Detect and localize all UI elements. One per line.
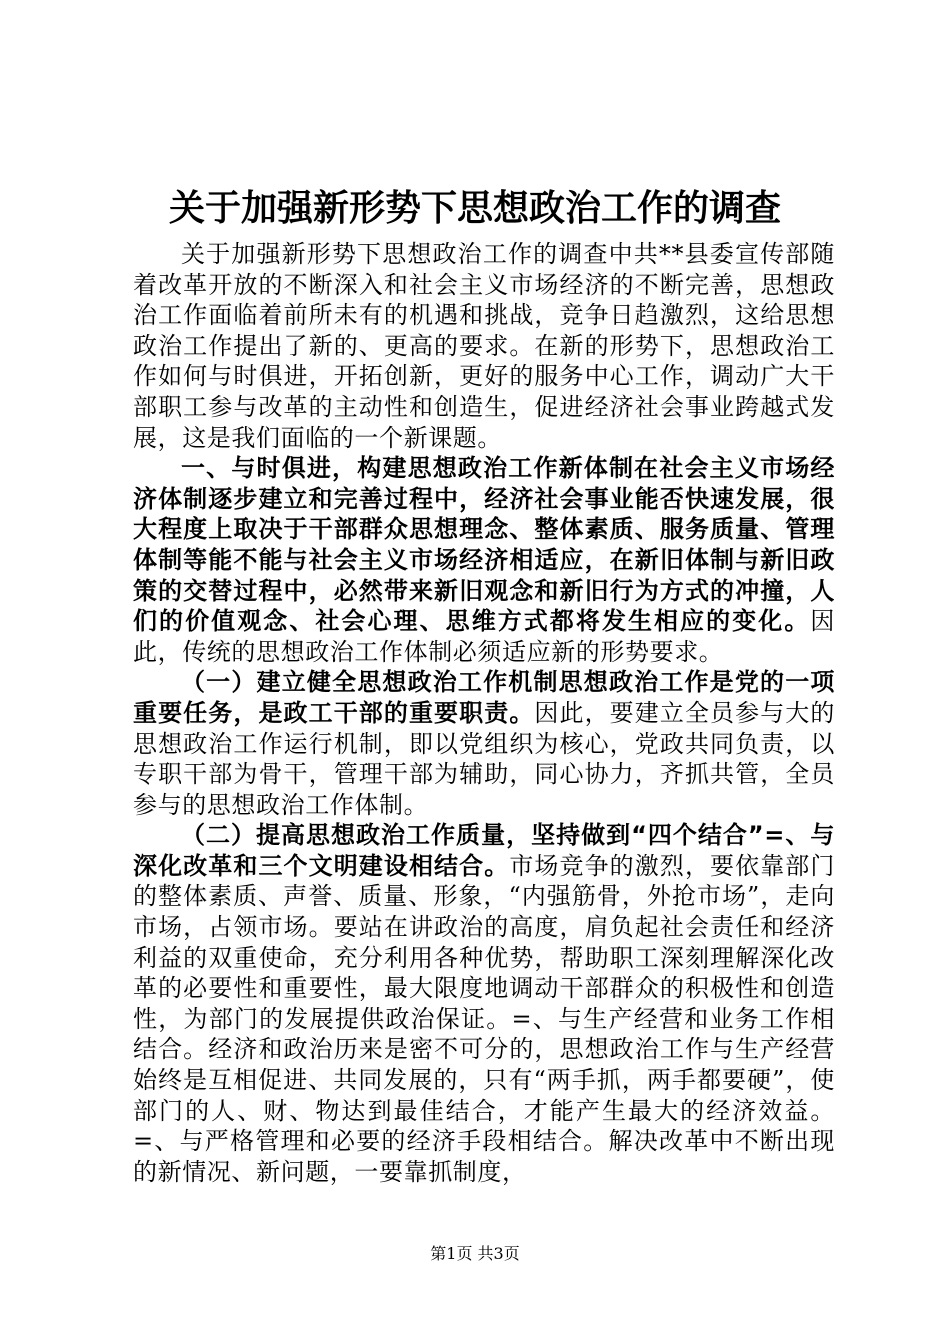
paragraph-text: 关于加强新形势下思想政治工作的调查中共**县委宣传部随着改革开放的不断深入和社会主义市场经济的不断完善，思想政治工作面临着前所未有的机遇和挑战，竞争日趋激烈，这给思想政治工作提出了新的、更高的要求。在新的形势下，思想政治工作如何与时俱进，开拓创新，更好的服务中心工作，调动广大干部职工参与改革的主动性和创造生，促进经济社会事业跨越式发展，这是我们面临的一个新课题。 <box>133 240 835 452</box>
subsection-heading: （一）建立健全思想政治工作机制思想政治工作是党的一项重要任务，是政工干部的重要职责。 <box>133 668 835 727</box>
subsection-heading: （二）提高思想政治工作质量，坚持做到“四个结合”=、与深化改革和三个文明建设相结合。 <box>133 821 835 880</box>
paragraph-section-1 <box>133 453 835 667</box>
paragraph-subsection-2 <box>133 820 835 1187</box>
paragraph-text: 因此，要建立全员参与大的思想政治工作运行机制，即以党组织为核心，党政共同负责，以专职干部为骨干，管理干部为辅助，同心协力，齐抓共管，全员参与的思想政治工作体制。 <box>133 698 835 819</box>
document-title: 关于加强新形势下思想政治工作的调查 <box>168 188 781 229</box>
document-body <box>133 239 835 1187</box>
paragraph-text: 市场竞争的激烈，要依靠部门的整体素质、声誉、质量、形象，“内强筋骨，外抢市场”，走向市场，占领市场。要站在讲政治的高度，肩负起社会责任和经济利益的双重使命，充分利用各种优势，帮助职工深刻理解深化改革的必要性和重要性，最大限度地调动干部群众的积极性和创造性，为部门的发展提供政治保证。=、与生产经营和业务工作相结合。经济和政治历来是密不可分的，思想政治工作与生产经营始终是互相促进、共同发展的，只有“两手抓，两手都要硬”，使部门的人、财、物达到最佳结合，才能产生最大的经济效益。=、与严格管理和必要的经济手段相结合。解决改革中不断出现的新情况、新问题，一要靠抓制度， <box>133 851 835 1186</box>
paragraph-subsection-1 <box>133 667 835 820</box>
paragraph-intro <box>133 239 835 453</box>
paragraph-text: 因此，传统的思想政治工作体制必须适应新的形势要求。 <box>133 607 835 666</box>
section-heading: 一、与时俱进，构建思想政治工作新体制在社会主义市场经济体制逐步建立和完善过程中，经济社会事业能否快速发展，很大程度上取决于干部群众思想理念、整体素质、服务质量、管理体制等能不能与社会主义市场经济相适应，在新旧体制与新旧政策的交替过程中，必然带来新旧观念和新旧行为方式的冲撞，人们的价值观念、社会心理、思维方式都将发生相应的变化。 <box>133 454 835 636</box>
page-footer: 第1页 共3页 <box>430 1244 520 1263</box>
